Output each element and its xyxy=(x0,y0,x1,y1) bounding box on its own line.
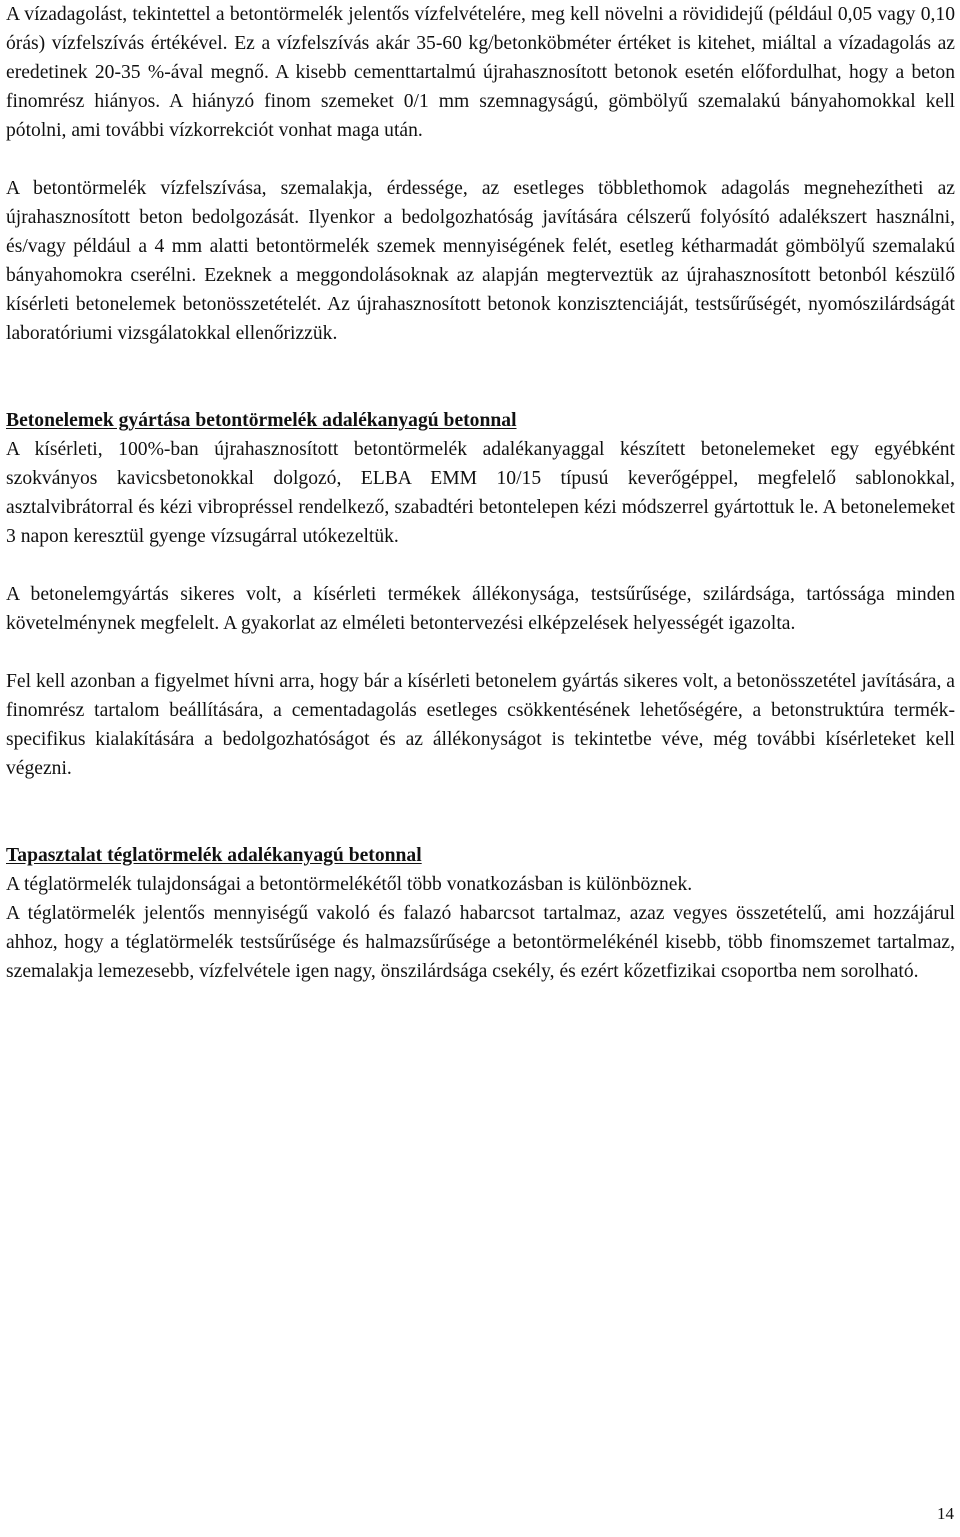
paragraph-section1-1: A kísérleti, 100%-ban újrahasznosított betontörmelék adalékanyaggal készített betonelemeket egy egyébként szokványos kavicsbetonokkal dolgozó, ELBA EMM 10/15 típusú keverőgéppel, megfelelő sablonokkal, asztalvibrátorral és kézi vibropréssel rendelkező, szabadtéri betontelepen kézi módszerrel gyártottuk le. A betonelemeket 3 napon keresztül gyenge vízsugárral utókezeltük. xyxy=(6,439,955,547)
paragraph-spacer xyxy=(6,551,955,580)
section-spacer xyxy=(6,348,955,406)
paragraph-section2-1: A téglatörmelék tulajdonságai a betontörmelékétől több vonatkozásban is különböznek. xyxy=(6,874,693,895)
page-number: 14 xyxy=(937,1504,954,1523)
paragraph-section1-2: A betonelemgyártás sikeres volt, a kísérleti termékek állékonysága, testsűrűsége, szilárdsága, tartóssága minden követelménynek megfelelt. A gyakorlat az elméleti betontervezési elképzelések helyességét igazolta. xyxy=(6,584,955,634)
paragraph-intro-2: A betontörmelék vízfelszívása, szemalakja, érdessége, az esetleges többlethomok adagolás megnehezítheti az újrahasznosított beton bedolgozását. Ilyenkor a bedolgozhatóság javítására célszerű folyósító adalékszert használni, és/vagy például a 4 mm alatti betontörmelék szemek mennyiségének felét, esetleg kétharmadát gömbölyű szemalakú bányahomokra cserélni. Ezeknek a meggondolásoknak az alapján megterveztük az újrahasznosított betonból készülő kísérleti betonelemek betonösszetételét. Az újrahasznosított betonok konzisztenciáját, testsűrűségét, nyomószilárdságát laboratóriumi vizsgálatokkal ellenőrizzük. xyxy=(6,178,955,344)
paragraph-section1-3: Fel kell azonban a figyelmet hívni arra, hogy bár a kísérleti betonelem gyártás sikeres volt, a betonösszetétel javítására, a finomrész tartalom beállítására, a cementadagolás esetleges csökkentésének lehetőségére, a betonstruktúra termék-specifikus kialakítására a bedolgozhatóságot és az állékonyságot is tekintetbe véve, még további kísérleteket kell végezni. xyxy=(6,671,955,779)
paragraph-spacer xyxy=(6,638,955,667)
section-spacer xyxy=(6,783,955,841)
paragraph-spacer xyxy=(6,145,955,174)
section-heading-betonelemek: Betonelemek gyártása betontörmelék adalékanyagú betonnal xyxy=(6,410,517,431)
section-heading-teglatormelek: Tapasztalat téglatörmelék adalékanyagú betonnal xyxy=(6,845,422,866)
document-page xyxy=(6,0,955,986)
paragraph-intro-1: A vízadagolást, tekintettel a betontörmelék jelentős vízfelvételére, meg kell növelni a rövididejű (például 0,05 vagy 0,10 órás) vízfelszívás értékével. Ez a vízfelszívás akár 35-60 kg/betonköbméter értéket is kitehet, miáltal a vízadagolás az eredetinek 20-35 %-ával megnő. A kisebb cementtartalmú újrahasznosított betonok esetén előfordulhat, hogy a beton finomrész hiányos. A hiányzó finom szemeket 0/1 mm szemnagyságú, gömbölyű szemalakú bányahomokkal kell pótolni, ami további vízkorrekciót vonhat maga után. xyxy=(6,4,955,141)
paragraph-section2-2: A téglatörmelék jelentős mennyiségű vakoló és falazó habarcsot tartalmaz, azaz vegyes összetételű, ami hozzájárul ahhoz, hogy a téglatörmelék testsűrűsége és halmazsűrűsége a betontörmelékénél kisebb, több finomszemet tartalmaz, szemalakja lemezesebb, vízfelvétele igen nagy, önszilárdsága csekély, és ezért kőzetfizikai csoportba nem sorolható. xyxy=(6,903,955,982)
